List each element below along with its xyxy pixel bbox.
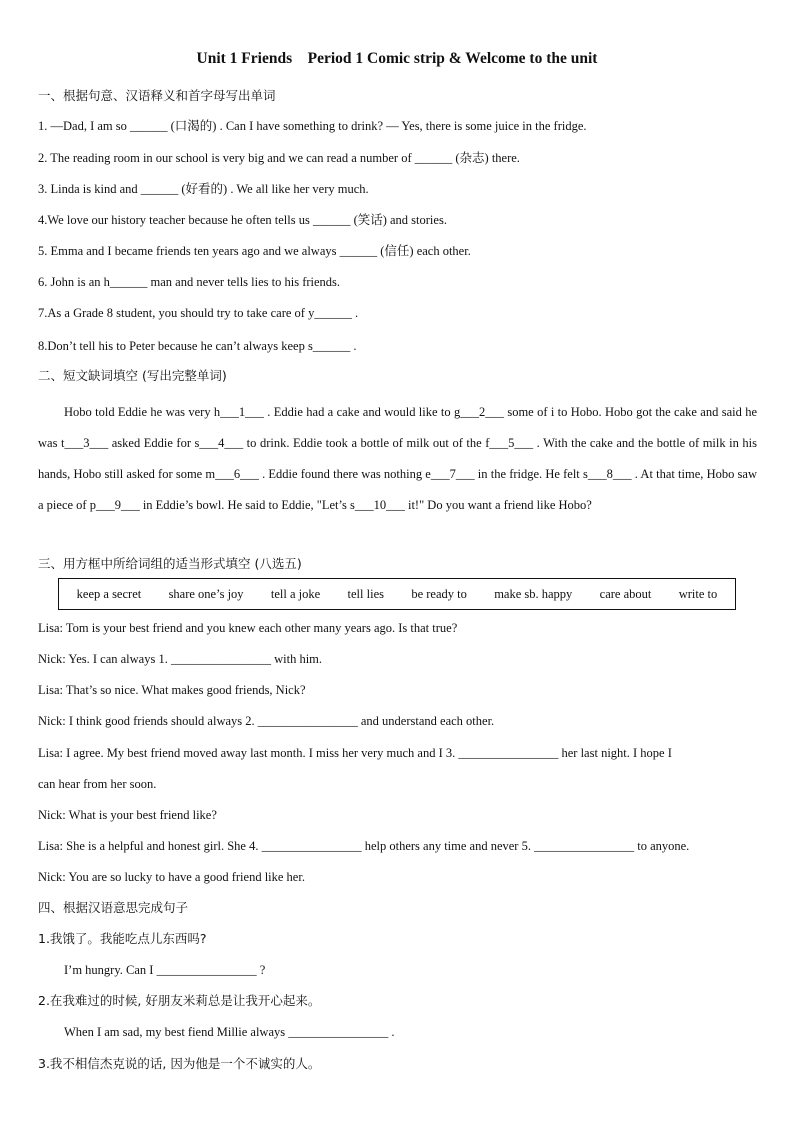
s1-item-2: 2. The reading room in our school is very big and we can read a number of ______ (杂志) there.: [38, 151, 520, 165]
s1-item-4: 4.We love our history teacher because he often tells us ______ (笑话) and stories.: [38, 213, 447, 227]
dialogue-line-5: Lisa: I agree. My best friend moved away last month. I miss her very much and I 3. ________________ her last night. I hope I: [38, 746, 672, 760]
box-word: share one’s joy: [168, 586, 244, 601]
s1-item-6: 6. John is an h______ man and never tells lies to his friends.: [38, 275, 341, 289]
s4-item-3-cn: 3.我不相信杰克说的话, 因为他是一个不诚实的人。: [38, 1056, 321, 1071]
dialogue-line-7: Nick: What is your best friend like?: [38, 808, 217, 822]
section2-heading: 二、短文缺词填空 (写出完整单词): [38, 368, 227, 383]
dialogue-line-3: Lisa: That’s so nice. What makes good friends, Nick?: [38, 683, 306, 697]
box-word: tell lies: [347, 586, 384, 601]
section2-passage: Hobo told Eddie he was very h___1___ . Eddie had a cake and would like to g___2___ some of i to Hobo. Hobo got the cake and said he was t___3___ asked Eddie for s___4___ to drink. Eddie took a bottle of milk out of the f___5___ . With the cake and the bottle of milk in his hands, Hobo still asked for some m___6___ . Eddie found there was nothing e___7___ in the fridge. He felt s___8___ . At that time, Hobo saw a piece of p___9___ in Eddie’s bowl. He said to Eddie, "Let’s s___10___ it!" Do you want a friend like Hobo?: [38, 405, 757, 512]
s4-item-2-en: When I am sad, my best fiend Millie always ________________ .: [64, 1025, 395, 1039]
section4-heading: 四、根据汉语意思完成句子: [38, 900, 189, 915]
dialogue-line-9: Nick: You are so lucky to have a good friend like her.: [38, 870, 305, 884]
s1-item-1: 1. —Dad, I am so ______ (口渴的) . Can I have something to drink? — Yes, there is some juice in the fridge.: [38, 119, 587, 133]
box-word: keep a secret: [76, 586, 142, 601]
s1-item-7: 7.As a Grade 8 student, you should try to take care of y______ .: [38, 306, 359, 320]
s1-item-5: 5. Emma and I became friends ten years ago and we always ______ (信任) each other.: [38, 244, 471, 258]
box-word: be ready to: [411, 586, 467, 601]
s1-item-8: 8.Don’t tell his to Peter because he can’t always keep s______ .: [38, 339, 357, 353]
s1-item-3: 3. Linda is kind and ______ (好看的) . We all like her very much.: [38, 182, 369, 196]
box-word: make sb. happy: [494, 586, 573, 601]
dialogue-line-8: Lisa: She is a helpful and honest girl. She 4. ________________ help others any time and never 5. ________________ to anyone.: [38, 839, 690, 853]
page-title: Unit 1 Friends Period 1 Comic strip & Welcome to the unit: [196, 50, 598, 67]
box-word: care about: [599, 586, 652, 601]
dialogue-line-1: Lisa: Tom is your best friend and you knew each other many years ago. Is that true?: [38, 621, 458, 635]
box-word: tell a joke: [270, 586, 321, 601]
dialogue-line-2: Nick: Yes. I can always 1. ________________ with him.: [38, 652, 323, 666]
s4-item-1-cn: 1.我饿了。我能吃点儿东西吗?: [38, 931, 207, 946]
dialogue-line-6: can hear from her soon.: [38, 777, 157, 791]
s4-item-1-en: I’m hungry. Can I ________________ ?: [64, 963, 266, 977]
word-box: [58, 578, 736, 610]
dialogue-line-4: Nick: I think good friends should always 2. ________________ and understand each other.: [38, 714, 495, 728]
section1-heading: 一、根据句意、汉语释义和首字母写出单词: [38, 88, 276, 103]
section3-heading: 三、用方框中所给词组的适当形式填空 (八选五): [38, 556, 302, 571]
s4-item-2-cn: 2.在我难过的时候, 好朋友米莉总是让我开心起来。: [38, 993, 321, 1008]
box-word: write to: [678, 586, 718, 601]
